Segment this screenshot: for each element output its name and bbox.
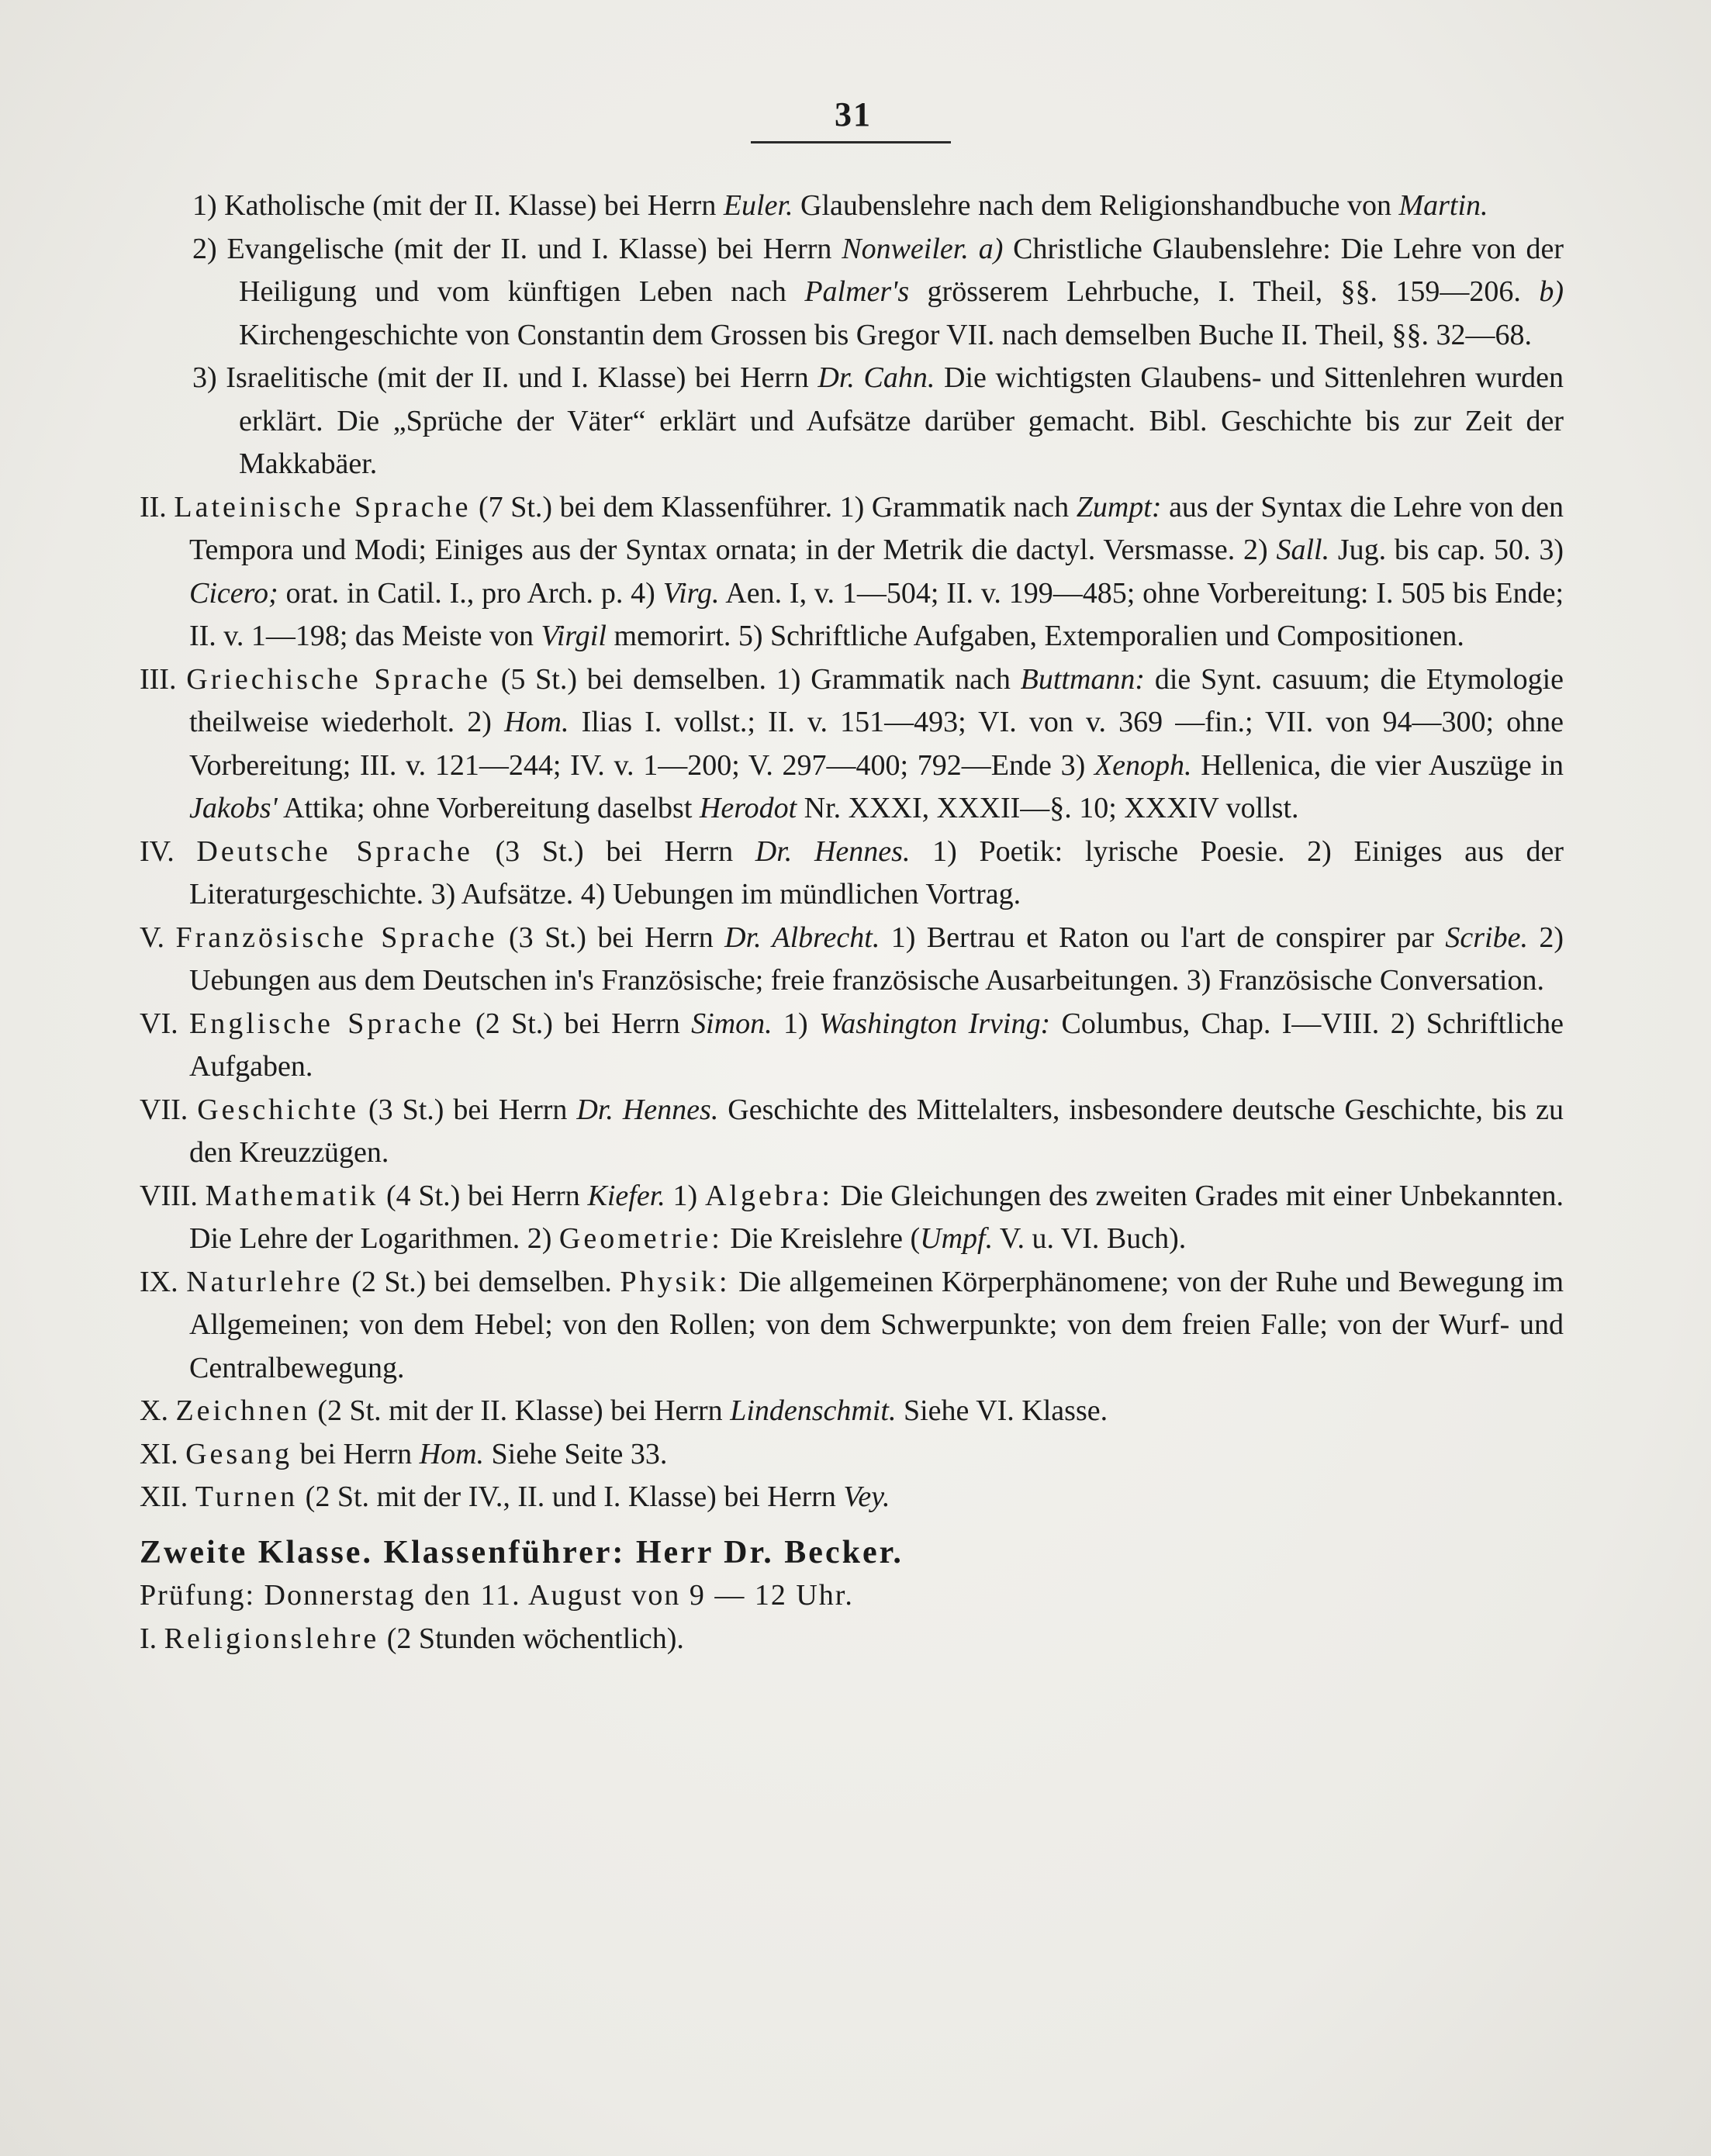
section-part: (3 St.) bei Herrn (359, 1093, 577, 1126)
section-part: 1) (772, 1007, 820, 1040)
section-part: Cicero; (189, 576, 278, 610)
section-part: Hellenica, die vier Auszüge in (1191, 748, 1564, 782)
section-number: V. (140, 921, 176, 954)
section-title: Französische Sprache (175, 921, 498, 954)
section-part: orat. in Catil. I., pro Arch. p. 4) (278, 576, 663, 610)
section-part: Simon. (691, 1007, 773, 1040)
section-part: Buttmann: (1020, 662, 1146, 696)
subject-section (140, 831, 1564, 917)
section-number: XI. (140, 1437, 186, 1470)
religion-item (140, 228, 1564, 358)
section-part: 1) Bertrau et Raton ou l'art de conspirer par (880, 921, 1446, 954)
subject-section (140, 917, 1564, 1003)
section-part: Geschichte des Mittelalters, insbesondere deutsche Geschichte, bis zu den Kreuzzügen. (189, 1093, 1564, 1169)
section-part: Physik: (620, 1265, 731, 1298)
section-title: Geschichte (197, 1093, 360, 1126)
religion-item-part: a) (978, 232, 1004, 265)
section-part: Die Kreislehre ( (722, 1222, 921, 1255)
subject-section (140, 658, 1564, 831)
subject-sections (140, 486, 1564, 1519)
section-part: Geometrie: (558, 1222, 723, 1255)
section-part: die Synt. casuum; die Etymologie theilweise wiederholt. 2) (189, 662, 1564, 738)
section-title: Gesang (185, 1437, 293, 1470)
religion-item-part: Martin. (1398, 189, 1488, 222)
section-number: IX. (140, 1265, 187, 1298)
section-number: VIII. (140, 1179, 206, 1212)
section-number: XII. (140, 1481, 195, 1513)
religion-item-part (969, 233, 979, 265)
religion-item-part: Evangelische (mit der II. und I. Klasse) bei Herrn (216, 232, 842, 265)
section-part: Attika; ohne Vorbereitung daselbst (277, 792, 700, 824)
subject-section (140, 1175, 1564, 1261)
religion-items (140, 185, 1564, 486)
section-part: Siehe Seite 33. (484, 1437, 668, 1470)
religion-item-part: b) (1539, 275, 1564, 308)
page-number-rule (751, 141, 951, 143)
page-body (140, 185, 1564, 1660)
section-part: Hom. (504, 706, 569, 738)
religion-item-part: Christliche Glaubenslehre: Die Lehre von der Heiligung und vom künftigen Leben nach (239, 232, 1564, 308)
section-part: Zumpt: (1076, 490, 1162, 523)
section-part: (5 St.) bei demselben. 1) Grammatik nach (490, 662, 1021, 696)
religion-item-part: Euler. (723, 189, 793, 222)
section-part: memorirt. 5) Schriftliche Aufgaben, Extemporalien und Compositionen. (606, 620, 1464, 652)
section-part: Die Gleichungen des zweiten Grades mit einer Unbekannten. Die Lehre der Logarithmen. 2) (189, 1179, 1564, 1255)
section-part: Die allgemeinen Körperphänomene; von der Ruhe und Bewegung im Allgemeinen; von dem Hebel; von den Rollen; von dem Schwerpunkte; von dem freien Falle; von der Wurf- und Centralbewegung. (189, 1265, 1564, 1384)
section-part: (2 St.) bei Herrn (464, 1007, 692, 1040)
section-title: Naturlehre (186, 1265, 344, 1298)
subject-section (140, 486, 1564, 658)
section-number: IV. (140, 834, 197, 868)
section-part: Aen. I, v. 1—504; II. v. 199—485; ohne Vorbereitung: I. 505 bis Ende; II. v. 1—198; das Meiste von (189, 576, 1564, 652)
section-part: Nr. XXXI, XXXII—§. 10; XXXIV vollst. (797, 792, 1299, 824)
religion-item-number: 1) (192, 189, 217, 222)
section-part: Sall. (1276, 534, 1330, 566)
section-part: Herodot (699, 792, 797, 824)
section-part: 1) (665, 1179, 705, 1212)
religion-item-part: Palmer's (804, 275, 910, 308)
section-part: Jakobs' (189, 792, 278, 824)
section-title: Mathematik (205, 1179, 379, 1212)
section-part: V. u. VI. Buch). (993, 1222, 1187, 1255)
subject-section (140, 1390, 1564, 1433)
section-title: Deutsche Sprache (196, 834, 473, 868)
section-part: aus der Syntax die Lehre von den Tempora und Modi; Einiges aus der Syntax ornata; in der Metrik die dactyl. Versmasse. 2) (189, 490, 1564, 566)
section-part: (3 St.) bei Herrn (472, 834, 755, 868)
section-part: 2) Uebungen aus dem Deutschen in's Französische; freie französische Ausarbeitungen. 3) Französische Conversation. (189, 921, 1564, 997)
section-part: Washington Irving: (819, 1007, 1051, 1040)
section-part: (7 St.) bei dem Klassenführer. 1) Grammatik nach (471, 490, 1077, 523)
section-part: (3 St.) bei Herrn (497, 921, 725, 954)
religion-item-part: Kirchengeschichte von Constantin dem Grossen bis Gregor VII. nach demselben Buche II. Theil, §§. 32—68. (239, 318, 1533, 351)
religion-item-part: Israelitische (mit der II. und I. Klasse) bei Herrn (216, 361, 818, 394)
section-part: (2 St. mit der IV., II. und I. Klasse) bei Herrn (298, 1481, 844, 1513)
religion-item-part: Katholische (mit der II. Klasse) bei Herrn (216, 189, 724, 222)
religion-item (140, 357, 1564, 486)
religion-item-number: 3) (192, 361, 217, 394)
section-part: Scribe. (1445, 921, 1528, 954)
section-title: Lateinische Sprache (174, 490, 472, 523)
section-part: Dr. Hennes. (755, 834, 911, 868)
section-part: (4 St.) bei Herrn (378, 1179, 588, 1212)
section-number: X. (140, 1394, 176, 1427)
section-title: Englische Sprache (189, 1007, 465, 1040)
religion-item-part: grösserem Lehrbuche, I. Theil, §§. 159—206. (909, 275, 1540, 308)
religion-item-part: Die wichtigsten Glaubens- und Sittenlehren wurden erklärt. Die „Sprüche der Väter“ erklärt und Aufsätze darüber gemacht. Bibl. Geschichte bis zur Zeit der Makkabäer. (239, 361, 1564, 480)
subject-section (140, 1003, 1564, 1089)
section-part: Siehe VI. Klasse. (896, 1394, 1108, 1427)
section-part: Vey. (843, 1481, 890, 1513)
section-part: Dr. Hennes. (576, 1093, 719, 1126)
section-part: Ilias I. vollst.; II. v. 151—493; VI. von v. 369 —fin.; VII. von 94—300; ohne Vorbereitung; III. v. 121—244; IV. v. 1—200; V. 297—400; 792—Ende 3) (189, 706, 1564, 782)
page-number: 31 (835, 95, 872, 133)
religion-item-part: Dr. Cahn. (817, 361, 935, 394)
subject-section (140, 1433, 1564, 1477)
section-part: Algebra: (704, 1179, 833, 1212)
subject-section (140, 1089, 1564, 1175)
section-part: Lindenschmit. (730, 1394, 897, 1427)
section-part: Virgil (541, 620, 607, 652)
religion-item (140, 185, 1564, 228)
section-part: Dr. Albrecht. (724, 921, 880, 954)
section-title: Griechische Sprache (186, 662, 491, 696)
section-title: Zeichnen (175, 1394, 310, 1427)
section-part: Kiefer. (587, 1179, 665, 1212)
last-section (140, 1618, 1564, 1661)
religion-item-part: Nonweiler. (842, 232, 969, 265)
section-part: 1) Poetik: lyrische Poesie. 2) Einiges aus der Literaturgeschichte. 3) Aufsätze. 4) Uebungen im mündlichen Vortrag. (189, 834, 1564, 910)
last-section-title: Religionslehre (164, 1622, 380, 1655)
last-section-number: I. (140, 1622, 157, 1655)
last-section-text: (2 Stunden wöchentlich). (379, 1622, 684, 1655)
section-part: Umpf. (920, 1222, 994, 1255)
section-number: VI. (140, 1007, 189, 1040)
section-part: (2 St. mit der II. Klasse) bei Herrn (309, 1394, 731, 1427)
subject-section (140, 1261, 1564, 1391)
section-number: II. (140, 490, 175, 523)
religion-item-part: Glaubenslehre nach dem Religionshandbuche von (793, 189, 1399, 222)
section-number: VII. (140, 1093, 198, 1126)
section-part: Xenoph. (1094, 748, 1192, 782)
exam-line: Prüfung: Donnerstag den 11. August von 9 — 12 Uhr. (140, 1579, 854, 1612)
section-part: Hom. (419, 1437, 485, 1470)
subject-section (140, 1476, 1564, 1519)
section-part: Columbus, Chap. I—VIII. 2) Schriftliche Aufgaben. (189, 1007, 1564, 1083)
section-title: Turnen (195, 1481, 299, 1513)
class-heading: Zweite Klasse. Klassenführer: Herr Dr. Becker. (140, 1534, 904, 1570)
section-part: Virg. (662, 576, 720, 610)
section-number: III. (140, 662, 187, 696)
section-part: bei Herrn (292, 1437, 420, 1470)
religion-item-number: 2) (192, 232, 217, 265)
section-part: (2 St.) bei demselben. (343, 1265, 620, 1298)
section-part: Jug. bis cap. 50. 3) (1329, 534, 1564, 566)
